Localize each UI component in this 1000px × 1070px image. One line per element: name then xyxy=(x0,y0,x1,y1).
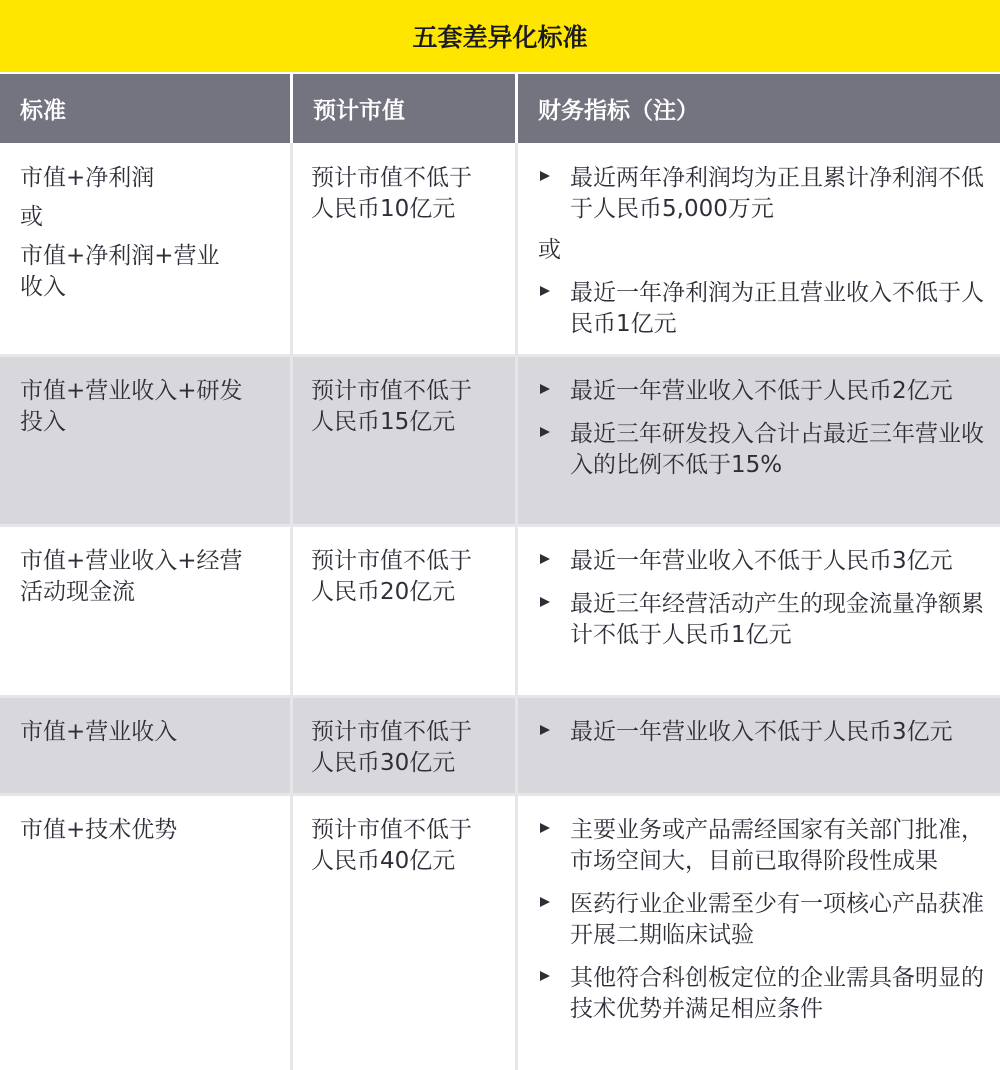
financial-indicator-cell xyxy=(518,143,1000,356)
row-divider xyxy=(0,695,1000,698)
standard-cell xyxy=(0,697,290,795)
triangle-right-icon xyxy=(538,895,552,909)
standard-text: 市值+净利润 xyxy=(20,165,155,191)
market-value-text: 预计市值不低于 xyxy=(311,817,472,843)
indicator-item xyxy=(538,815,986,877)
market-value-text: 人民币15亿元 xyxy=(311,409,456,435)
market-value-text: 预计市值不低于 xyxy=(311,548,472,574)
market-value-text: 预计市值不低于 xyxy=(311,378,472,404)
standard-text: 市值+技术优势 xyxy=(20,817,178,843)
triangle-right-icon xyxy=(538,552,552,566)
table-header-row xyxy=(0,74,1000,143)
market-value-text: 预计市值不低于 xyxy=(311,165,472,191)
indicator-item xyxy=(538,278,986,340)
market-value-text: 人民币20亿元 xyxy=(311,579,456,605)
header-standard: 标准 xyxy=(0,74,290,143)
market-value-text: 人民币10亿元 xyxy=(311,196,456,222)
indicator-text: 最近一年营业收入不低于人民币2亿元 xyxy=(570,378,953,404)
standard-cell xyxy=(0,795,290,1070)
triangle-right-icon xyxy=(538,969,552,983)
market-value-cell xyxy=(293,356,515,526)
indicator-text: 医药行业企业需至少有一项核心产品获准开展二期临床试验 xyxy=(570,891,984,948)
market-value-cell xyxy=(293,143,515,356)
table-row xyxy=(0,697,1000,795)
row-divider xyxy=(0,793,1000,796)
row-divider xyxy=(0,524,1000,527)
indicator-text: 最近一年营业收入不低于人民币3亿元 xyxy=(570,548,953,574)
indicator-text: 主要业务或产品需经国家有关部门批准，市场空间大，目前已取得阶段性成果 xyxy=(570,817,984,874)
triangle-right-icon xyxy=(538,821,552,835)
indicator-item xyxy=(538,963,986,1025)
indicator-text: 其他符合科创板定位的企业需具备明显的技术优势并满足相应条件 xyxy=(570,965,984,1022)
row-divider xyxy=(0,354,1000,357)
standard-text: 投入 xyxy=(20,409,66,435)
standard-cell xyxy=(0,143,290,356)
financial-indicator-cell xyxy=(518,795,1000,1070)
market-value-cell xyxy=(293,697,515,795)
standard-cell xyxy=(0,356,290,526)
column-divider xyxy=(515,143,518,1070)
table-row xyxy=(0,795,1000,1070)
triangle-right-icon xyxy=(538,595,552,609)
market-value-cell xyxy=(293,526,515,697)
triangle-right-icon xyxy=(538,284,552,298)
indicator-text: 最近三年研发投入合计占最近三年营业收入的比例不低于15% xyxy=(570,421,984,478)
indicator-text: 最近两年净利润均为正且累计净利润不低于人民币5,000万元 xyxy=(570,165,984,222)
triangle-right-icon xyxy=(538,382,552,396)
or-label: 或 xyxy=(20,204,43,230)
standard-text: 市值+净利润+营业 xyxy=(20,243,220,269)
standard-text: 活动现金流 xyxy=(20,579,135,605)
standard-text: 市值+营业收入+研发 xyxy=(20,378,243,404)
indicator-item xyxy=(538,419,986,481)
indicator-item xyxy=(538,717,986,748)
indicator-text: 最近一年净利润为正且营业收入不低于人民币1亿元 xyxy=(570,280,984,337)
triangle-right-icon xyxy=(538,723,552,737)
indicator-text: 最近三年经营活动产生的现金流量净额累计不低于人民币1亿元 xyxy=(570,591,984,648)
indicator-item xyxy=(538,163,986,225)
or-label: 或 xyxy=(538,237,561,263)
indicator-item xyxy=(538,546,986,577)
market-value-text: 人民币40亿元 xyxy=(311,848,456,874)
table-title: 五套差异化标准 xyxy=(0,0,1000,72)
table-row xyxy=(0,356,1000,526)
financial-indicator-cell xyxy=(518,356,1000,526)
market-value-cell xyxy=(293,795,515,1070)
market-value-text: 人民币30亿元 xyxy=(311,750,456,776)
standard-text: 市值+营业收入+经营 xyxy=(20,548,243,574)
indicator-text: 最近一年营业收入不低于人民币3亿元 xyxy=(570,719,953,745)
header-market-value: 预计市值 xyxy=(293,74,515,143)
indicator-item xyxy=(538,589,986,651)
header-financial-indicators: 财务指标（注） xyxy=(518,74,1000,143)
financial-indicator-cell xyxy=(518,697,1000,795)
table-row xyxy=(0,143,1000,356)
standard-text: 市值+营业收入 xyxy=(20,719,178,745)
indicator-item xyxy=(538,376,986,407)
financial-indicator-cell xyxy=(518,526,1000,697)
triangle-right-icon xyxy=(538,425,552,439)
triangle-right-icon xyxy=(538,169,552,183)
table-row xyxy=(0,526,1000,697)
standard-cell xyxy=(0,526,290,697)
column-divider xyxy=(290,143,293,1070)
standard-text: 收入 xyxy=(20,274,66,300)
market-value-text: 预计市值不低于 xyxy=(311,719,472,745)
indicator-item xyxy=(538,889,986,951)
